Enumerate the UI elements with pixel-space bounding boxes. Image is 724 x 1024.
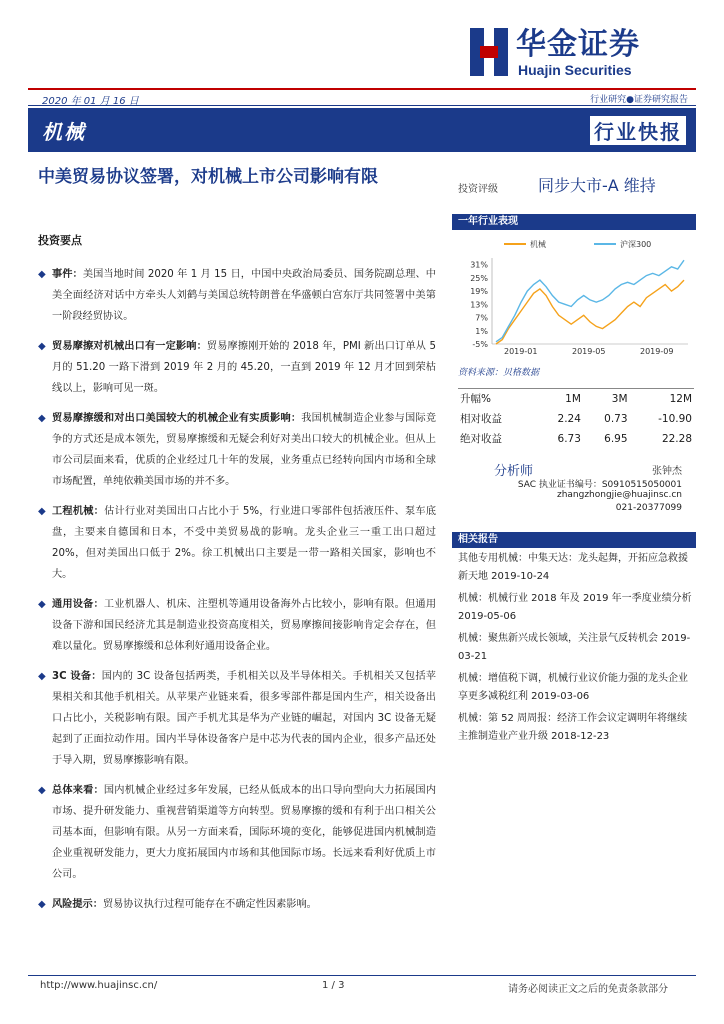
- point-text: 估计行业对美国出口占比小于 5%，行业进口零部件包括液压件、泵车底盘，主要来自德国和日本，不受中美贸易战的影响。龙头企业三一重工出口超过 20%，但对美国出口低于 2%。徐工机械出口主要是一带一路相关国家，影响也不大。: [52, 506, 437, 580]
- analyst-email[interactable]: zhangzhongjie@huajinsc.cn: [556, 490, 682, 500]
- analyst-label: 分析师: [494, 464, 534, 479]
- chart-y-tick-label: 1%: [475, 326, 488, 336]
- point-title: 通用设备：: [52, 599, 104, 610]
- analyst-phone: 021-20377099: [615, 503, 682, 513]
- chart-series-line: [496, 280, 684, 344]
- chart-y-tick-label: 13%: [470, 300, 488, 310]
- related-reports-list: [458, 550, 696, 750]
- table-header-cell: 12M: [630, 389, 694, 409]
- summary-point: [38, 666, 436, 771]
- table-header-row: [458, 389, 694, 409]
- analyst-block: [452, 460, 696, 520]
- top-bar: [28, 88, 696, 106]
- diamond-bullet-icon: ◆: [38, 413, 46, 424]
- list-item[interactable]: 其他专用机械：中集天达：龙头起舞，开拓应急救援新天地 2019-10-24: [458, 553, 688, 582]
- footer-disclaimer: 请务必阅读正文之后的免责条款部分: [508, 984, 668, 995]
- diamond-bullet-icon: ◆: [38, 785, 46, 796]
- rating-value: 同步大市-A 维持: [538, 176, 656, 195]
- list-item[interactable]: 机械：增值税下调，机械行业议价能力强的龙头企业享更多减税红利 2019-03-06: [458, 673, 688, 702]
- summary-point: [38, 501, 436, 585]
- table-cell: 绝对收益: [460, 433, 502, 445]
- table-cell: 6.73: [557, 432, 581, 445]
- point-text: 工业机器人、机床、注塑机等通用设备海外占比较小，影响有限。但通用设备下游和国民经济尤其是制造业投资高度相关，贸易摩擦间接影响肯定会存在，但难以量化。贸易摩擦缓和总体利好通用设备企业。: [52, 599, 437, 652]
- summary-point: [38, 780, 436, 885]
- summary-point: [38, 408, 436, 492]
- diamond-bullet-icon: ◆: [38, 599, 46, 610]
- chart-series-line: [496, 260, 684, 342]
- point-text: 贸易摩擦刚开始的 2018 年，PMI 新出口订单从 5 月的 51.20 一路下滑到 2019 年 2 月的 45.20，一直到 2019 年 12 月才回到荣枯线以上，影响可见一斑。: [52, 341, 436, 394]
- rating-label: 投资评级: [458, 184, 498, 195]
- report-badge: 行业快报: [590, 116, 686, 145]
- point-text: 国内的 3C 设备包括两类，手机相关以及半导体相关。手机相关又包括苹果相关和其他手机相关。从苹果产业链来看，很多零部件都是国内生产，相关设备出口占比小，关税影响有限。国产手机尤其是华为产业链的崛起，对国内 3C 设备无疑起到了正面拉动作用。国内半导体设备客户是中芯为代表的国内企业，很多产品还处于导入期，贸易摩擦影响有限。: [52, 671, 436, 766]
- page-number: 1 / 3: [322, 980, 345, 991]
- analyst-name: 张钟杰: [652, 466, 682, 477]
- diamond-bullet-icon: ◆: [38, 341, 46, 352]
- summary-point: [38, 264, 436, 327]
- table-header-cell: 升幅%: [458, 389, 536, 409]
- point-text: 国内机械企业经过多年发展，已经从低成本的出口导向型向大力拓展国内市场、提升研发能力、重视营销渠道等方向转型。贸易摩擦的缓和有利于出口相关公司基本面，但影响有限。从另一方面来看，国际环境的变化，能够促进国内机械制造企业重视研发能力，更大力度拓展国内市场和其他国际市场。长远来看利好优质上市公司。: [52, 785, 437, 880]
- chart-y-tick-label: 31%: [470, 260, 488, 270]
- table-cell: 22.28: [661, 432, 692, 445]
- chart-y-tick-label: 7%: [475, 313, 488, 323]
- chart-y-tick-label: 19%: [470, 287, 488, 297]
- footer-divider: [28, 975, 696, 976]
- market-heading: 一年行业表现: [452, 214, 696, 230]
- summary-heading: 投资要点: [38, 234, 82, 247]
- table-cell: 0.73: [604, 412, 628, 425]
- summary-point: [38, 894, 436, 915]
- report-date: 2020 年 01 月 16 日: [42, 96, 139, 107]
- related-heading: 相关报告: [452, 532, 696, 548]
- chart-y-tick-label: 25%: [470, 273, 488, 283]
- chart-y-tick-label: -5%: [472, 340, 488, 349]
- industry-name: 机械: [42, 120, 86, 144]
- point-text: 美国当地时间 2020 年 1 月 15 日，中国中央政治局委员、国务院副总理、中美全面经济对话中方牵头人刘鹤与美国总统特朗普在华盛顿白宫东厅共同签署中美第一阶段经贸协议。: [52, 269, 436, 322]
- point-title: 贸易摩擦缓和对出口美国较大的机械企业有实质影响：: [52, 413, 302, 424]
- point-title: 3C 设备：: [52, 671, 102, 682]
- chart-legend-label: 机械: [530, 240, 546, 249]
- chart-x-tick-label: 2019-09: [640, 347, 674, 356]
- logo-mark-icon: [470, 28, 508, 76]
- diamond-bullet-icon: ◆: [38, 506, 46, 517]
- table-row: [458, 429, 694, 449]
- list-item[interactable]: 机械：机械行业 2018 年及 2019 年一季度业绩分析 2019-05-06: [458, 593, 692, 622]
- industry-band: [28, 108, 696, 152]
- footer-url[interactable]: http://www.huajinsc.cn/: [40, 980, 158, 991]
- point-title: 风险提示：: [52, 899, 103, 910]
- point-title: 贸易摩擦对机械出口有一定影响：: [52, 341, 207, 352]
- diamond-bullet-icon: ◆: [38, 899, 46, 910]
- performance-table: [458, 388, 694, 449]
- list-item[interactable]: 机械：第 52 周周报：经济工作会议定调明年将继续主推制造业产业升级 2018-12-23: [458, 713, 688, 742]
- point-title: 工程机械：: [52, 506, 105, 517]
- summary-point: [38, 594, 436, 657]
- brand-name-cn: 华金证券: [516, 27, 640, 62]
- table-header-cell: 3M: [583, 389, 630, 409]
- summary-points: [38, 264, 436, 924]
- chart-legend-label: 沪深300: [620, 240, 652, 249]
- table-header-cell: 1M: [536, 389, 583, 409]
- point-title: 事件：: [52, 269, 83, 280]
- point-text: 贸易协议执行过程可能存在不确定性因素影响。: [102, 899, 317, 910]
- chart-source: 资料来源：贝格数据: [458, 368, 540, 378]
- table-cell: 6.95: [604, 432, 628, 445]
- table-cell: 2.24: [557, 412, 581, 425]
- table-cell: 相对收益: [460, 413, 502, 425]
- table-row: [458, 409, 694, 429]
- analyst-license: SAC 执业证书编号：S0910515050001: [517, 480, 682, 490]
- diamond-bullet-icon: ◆: [38, 269, 46, 280]
- page-title: 中美贸易协议签署，对机械上市公司影响有限: [38, 167, 378, 187]
- industry-performance-chart: [452, 236, 696, 356]
- chart-x-tick-label: 2019-01: [504, 347, 538, 356]
- point-text: 我国机械制造企业参与国际竞争的方式还是成本领先，贸易摩擦缓和无疑会利好对美出口较大的机械企业。但从上市公司层面来看，优质的企业经过几十年的发展，业务重点已经转向国内市场和全球市场配置，单纯依赖美国市场的并不多。: [52, 413, 437, 487]
- brand-logo: [470, 28, 680, 80]
- chart-x-tick-label: 2019-05: [572, 347, 606, 356]
- summary-point: [38, 336, 436, 399]
- table-cell: -10.90: [658, 412, 692, 425]
- list-item[interactable]: 机械：聚焦新兴成长领域，关注景气反转机会 2019-03-21: [458, 633, 691, 662]
- brand-name-en: Huajin Securities: [518, 62, 632, 78]
- diamond-bullet-icon: ◆: [38, 671, 46, 682]
- report-type: 行业研究●证券研究报告: [590, 95, 688, 105]
- point-title: 总体来看：: [52, 785, 104, 796]
